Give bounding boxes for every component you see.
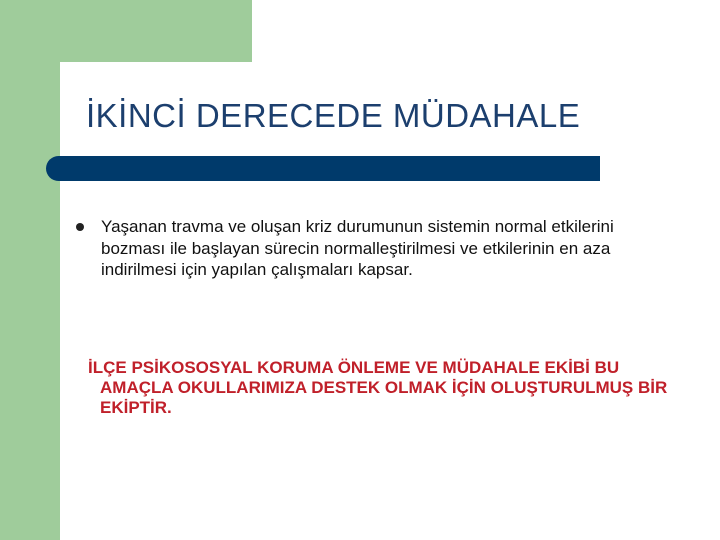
title-underline-bar (46, 156, 600, 181)
bullet-dot-icon (76, 223, 84, 231)
bullet-text: Yaşanan travma ve oluşan kriz durumunun sistemin normal etkilerini bozması ile başlayan sürecin normalleştirilmesi ve etkilerinin en aza indirilmesi için yapılan çalışmaları kapsar. (101, 217, 614, 279)
slide-title: İKİNCİ DERECEDE MÜDAHALE (86, 97, 581, 134)
decorative-green-band-left (0, 0, 60, 540)
highlight-statement: İLÇE PSİKOSOSYAL KORUMA ÖNLEME VE MÜDAHALE EKİBİ BU AMAÇLA OKULLARIMIZA DESTEK OLMAK İÇİN OLUŞTURULMUŞ BİR EKİPTİR. (88, 358, 668, 417)
